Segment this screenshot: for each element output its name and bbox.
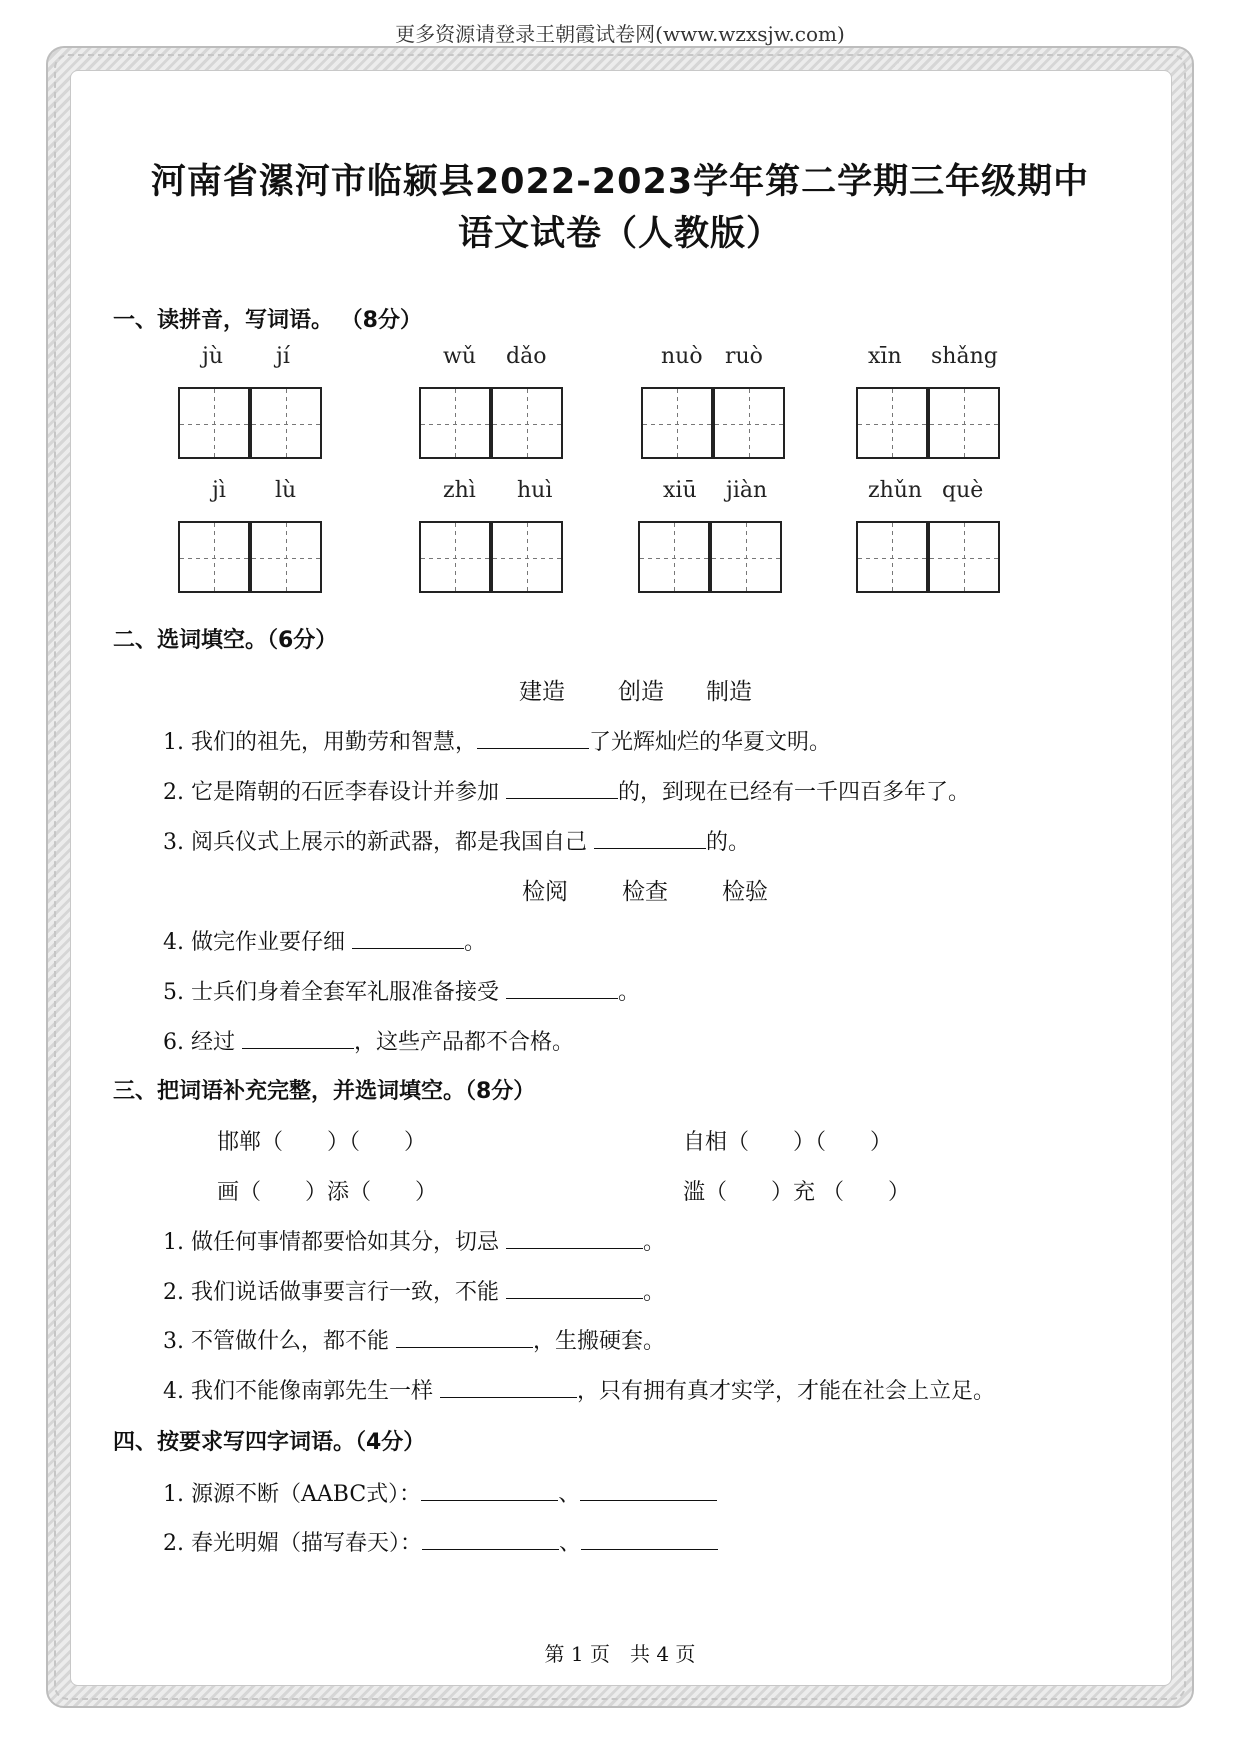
question-text: 阅兵仪式上展示的新武器，都是我国自己 [191, 830, 594, 855]
question-item [163, 1225, 665, 1256]
pinyin: jù [202, 344, 223, 369]
writing-grid-box[interactable] [491, 521, 563, 593]
word-option: 检查 [622, 879, 668, 905]
answer-blank[interactable] [242, 1026, 354, 1049]
pinyin: xiū [663, 478, 697, 503]
answer-blank[interactable] [421, 1478, 558, 1501]
pinyin: jí [276, 344, 290, 369]
question-number: 2. [163, 1531, 184, 1556]
writing-grid-box[interactable] [419, 387, 491, 459]
question-text: 的，到现在已经有一千四百多年了。 [618, 780, 971, 805]
writing-grid-box[interactable] [178, 521, 250, 593]
pinyin: nuò [661, 344, 703, 369]
question-text: ，生搬硬套。 [533, 1329, 666, 1354]
pinyin: xīn [868, 344, 902, 369]
answer-blank[interactable] [396, 1325, 533, 1348]
question-number: 1. [163, 1230, 184, 1255]
question-number: 3. [163, 830, 184, 855]
writing-grid-box[interactable] [856, 521, 928, 593]
question-item [163, 1526, 718, 1557]
pinyin: dǎo [506, 344, 547, 369]
question-text: 。 [643, 1280, 666, 1305]
page-title-line2: 语文试卷（人教版） [457, 214, 782, 254]
word-option: 检阅 [522, 879, 568, 905]
pinyin: què [942, 478, 984, 503]
header-note: 更多资源请登录王朝霞试卷网(www.wzxsjw.com) [395, 22, 845, 46]
pinyin: jiàn [726, 478, 768, 503]
question-text: 源源不断（AABC式）： [191, 1482, 422, 1507]
answer-blank[interactable] [477, 726, 589, 749]
answer-blank[interactable] [352, 926, 464, 949]
section2-heading: 二、选词填空。（6分） [113, 628, 338, 653]
writing-grid-box[interactable] [928, 521, 1000, 593]
question-text: 做任何事情都要恰如其分，切忌 [191, 1230, 506, 1255]
word-option: 检验 [722, 879, 768, 905]
question-number: 2. [163, 1280, 184, 1305]
answer-blank[interactable] [422, 1527, 559, 1550]
pinyin: jì [212, 478, 226, 503]
question-text: 了光辉灿烂的华夏文明。 [589, 730, 832, 755]
question-text: 我们的祖先，用勤劳和智慧， [191, 730, 478, 755]
section3-heading: 三、把词语补充完整，并选词填空。（8分） [113, 1079, 536, 1104]
pinyin: ruò [725, 344, 763, 369]
section4-heading: 四、按要求写四字词语。（4分） [113, 1430, 426, 1455]
question-text: 我们说话做事要言行一致，不能 [191, 1280, 506, 1305]
question-item [163, 1324, 665, 1355]
question-number: 4. [163, 930, 184, 955]
question-item [163, 1025, 574, 1056]
question-item [163, 825, 750, 856]
question-text: 士兵们身着全套军礼服准备接受 [191, 980, 506, 1005]
question-item [163, 775, 970, 806]
pinyin: zhì [443, 478, 476, 503]
word-option: 制造 [706, 679, 752, 705]
question-text: 它是隋朝的石匠李春设计并参加 [191, 780, 506, 805]
question-item [163, 975, 640, 1006]
answer-blank[interactable] [581, 1527, 718, 1550]
answer-blank[interactable] [594, 826, 706, 849]
question-text: 做完作业要仔细 [191, 930, 352, 955]
idiom-fill[interactable]: 自相（ ）（ ） [683, 1130, 893, 1155]
question-item [163, 1275, 665, 1306]
writing-grid-box[interactable] [710, 521, 782, 593]
answer-blank[interactable] [506, 976, 618, 999]
idiom-fill[interactable]: 滥（ ）充 （ ） [683, 1180, 910, 1205]
writing-grid-box[interactable] [250, 521, 322, 593]
question-number: 1. [163, 730, 184, 755]
question-text: ，只有拥有真才实学，才能在社会上立足。 [577, 1379, 996, 1404]
word-option: 建造 [519, 679, 565, 705]
pinyin: wǔ [443, 344, 476, 369]
separator: 、 [559, 1531, 582, 1556]
writing-grid-box[interactable] [250, 387, 322, 459]
question-item [163, 1477, 717, 1508]
idiom-fill[interactable]: 画（ ）添（ ） [217, 1180, 438, 1205]
answer-blank[interactable] [506, 1226, 643, 1249]
question-text: 不管做什么，都不能 [191, 1329, 396, 1354]
question-text: 。 [464, 930, 487, 955]
separator: 、 [558, 1482, 581, 1507]
pinyin: huì [517, 478, 553, 503]
writing-grid-box[interactable] [928, 387, 1000, 459]
question-text: ，这些产品都不合格。 [354, 1030, 575, 1055]
question-number: 3. [163, 1329, 184, 1354]
answer-blank[interactable] [506, 776, 618, 799]
question-item [163, 725, 831, 756]
question-text: 经过 [191, 1030, 242, 1055]
writing-grid-box[interactable] [856, 387, 928, 459]
question-item [163, 925, 486, 956]
question-text: 春光明媚（描写春天）： [191, 1531, 423, 1556]
question-number: 5. [163, 980, 184, 1005]
question-number: 2. [163, 780, 184, 805]
writing-grid-box[interactable] [178, 387, 250, 459]
question-number: 1. [163, 1482, 184, 1507]
page-footer: 第 1 页 共 4 页 [544, 1642, 696, 1666]
pinyin: lù [275, 478, 297, 503]
writing-grid-box[interactable] [638, 521, 710, 593]
question-text: 。 [643, 1230, 666, 1255]
page-title-line1: 河南省漯河市临颍县2022-2023学年第二学期三年级期中 [150, 162, 1090, 202]
writing-grid-box[interactable] [491, 387, 563, 459]
question-text: 我们不能像南郭先生一样 [191, 1379, 440, 1404]
word-option: 创造 [618, 679, 664, 705]
idiom-fill[interactable]: 邯郸（ ）（ ） [217, 1130, 427, 1155]
writing-grid-box[interactable] [419, 521, 491, 593]
writing-grid-box[interactable] [713, 387, 785, 459]
answer-blank[interactable] [506, 1276, 643, 1299]
pinyin: zhǔn [868, 478, 923, 503]
question-text: 。 [618, 980, 641, 1005]
answer-blank[interactable] [440, 1375, 577, 1398]
answer-blank[interactable] [580, 1478, 717, 1501]
writing-grid-box[interactable] [641, 387, 713, 459]
section1-heading: 一、读拼音，写词语。 （8分） [113, 308, 422, 333]
question-item [163, 1374, 995, 1405]
pinyin: shǎng [931, 344, 998, 369]
question-text: 的。 [706, 830, 751, 855]
question-number: 4. [163, 1379, 184, 1404]
question-number: 6. [163, 1030, 184, 1055]
